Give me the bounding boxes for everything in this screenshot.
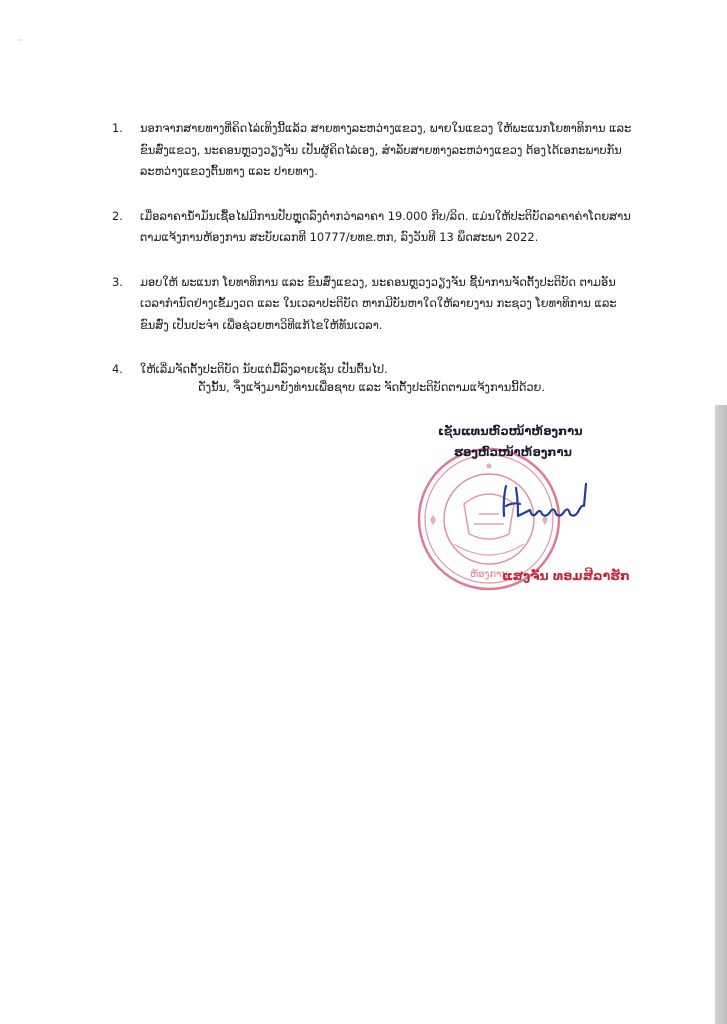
signer-name: ແສງຈັນ ທອມສີລາຮັກ — [502, 568, 630, 583]
list-item — [112, 206, 642, 249]
scan-marks: ·· — [18, 36, 24, 45]
signature-title-line-2: ຮອງຫົວໜ້າຫ້ອງການ — [454, 445, 572, 459]
signature-title-line-1: ເຊັນແທນຫົວໜ້າຫ້ອງການ — [438, 424, 583, 438]
handwritten-signature — [496, 478, 596, 528]
list-item-text: ໃຫ້ເລີ່ມຈັດຕັ້ງປະຕິບັດ ນັບແຕ່ມື້ລົງລາຍເຊັນ ເປັນຕົ້ນໄປ. — [140, 362, 388, 376]
list-item-text: ນອກຈາກສາຍທາງທີ່ຄິດໄລ່ເທິງນີ້ແລ້ວ ສາຍທາງລະຫວ່າງແຂວງ, ພາຍໃນແຂວງ ໃຫ້ພະແນກໂຍທາທິການ ແລະ ຂົນສົ່ງແຂວງ, ນະຄອນຫຼວງວຽງຈັນ ເປັນຜູ້ຄິດໄລ່ເອງ, ສໍາລັບສາຍທາງລະຫວ່າງແຂວງ ຕ້ອງໄດ້ເອກະພາບກັນລະຫວ່າງແຂວງຕົ້ນທາງ ແລະ ປາຍທາງ. — [140, 121, 632, 178]
signature-block — [410, 420, 650, 600]
list-item-number: 2. — [112, 208, 123, 223]
list-item-number: 3. — [112, 274, 123, 289]
closing-sentence: ດັ່ງນັ້ນ, ຈຶ່ງແຈ້ງມາຍັງທ່ານເພື່ອຊາບ ແລະ ຈັດຕັ້ງປະຕິບັດຕາມແຈ້ງການນີ້ດ້ວຍ. — [198, 380, 545, 394]
list-item-number: 1. — [112, 121, 123, 135]
list-item — [112, 118, 642, 183]
numbered-list — [112, 118, 642, 404]
list-item-text: ມອບໃຫ້ ພະແນກ ໂຍທາທິການ ແລະ ຂົນສົ່ງແຂວງ, ນະຄອນຫຼວງວຽງຈັນ ຊີ້ນຳການຈັດຕັ້ງປະຕິບັດ ຕາມອັນ ເວລາກຳນົດຢ່າງເຂັ້ມງວດ ແລະ ໃນເວລາປະຕິບັດ ຫາກມີບັນຫາໃດໃຫ້ລາຍງານ ກະຊວງ ໂຍທາທິການ ແລະ ຂົນສົ່ງ ເປັນປະຈຳ ເພື່ອຊ່ວຍຫາວິທີແກ້ໄຂໃຫ້ທັນເວລາ. — [140, 274, 617, 332]
scan-page-edge — [715, 405, 727, 1024]
list-item-number: 4. — [112, 362, 123, 376]
seal-text: ຫ້ອງການ — [469, 569, 509, 580]
list-item — [112, 272, 642, 337]
list-item-text: ເມື່ອລາຄານ້ຳມັນເຊື້ອໄຟມີການປັບຫຼຸດລົງຕ່ຳກວ່າລາຄາ 19.000 ກີບ/ລິດ. ແມ່ນໃຫ້ປະຕິບັດລາຄາຄ່າໂດຍສານຕາມແຈ້ງການຫ້ອງການ ສະບັບເລກທີ 10777/ຍທຂ.ຫກ, ລົງວັນທີ 13 ພຶດສະພາ 2022. — [140, 208, 631, 244]
